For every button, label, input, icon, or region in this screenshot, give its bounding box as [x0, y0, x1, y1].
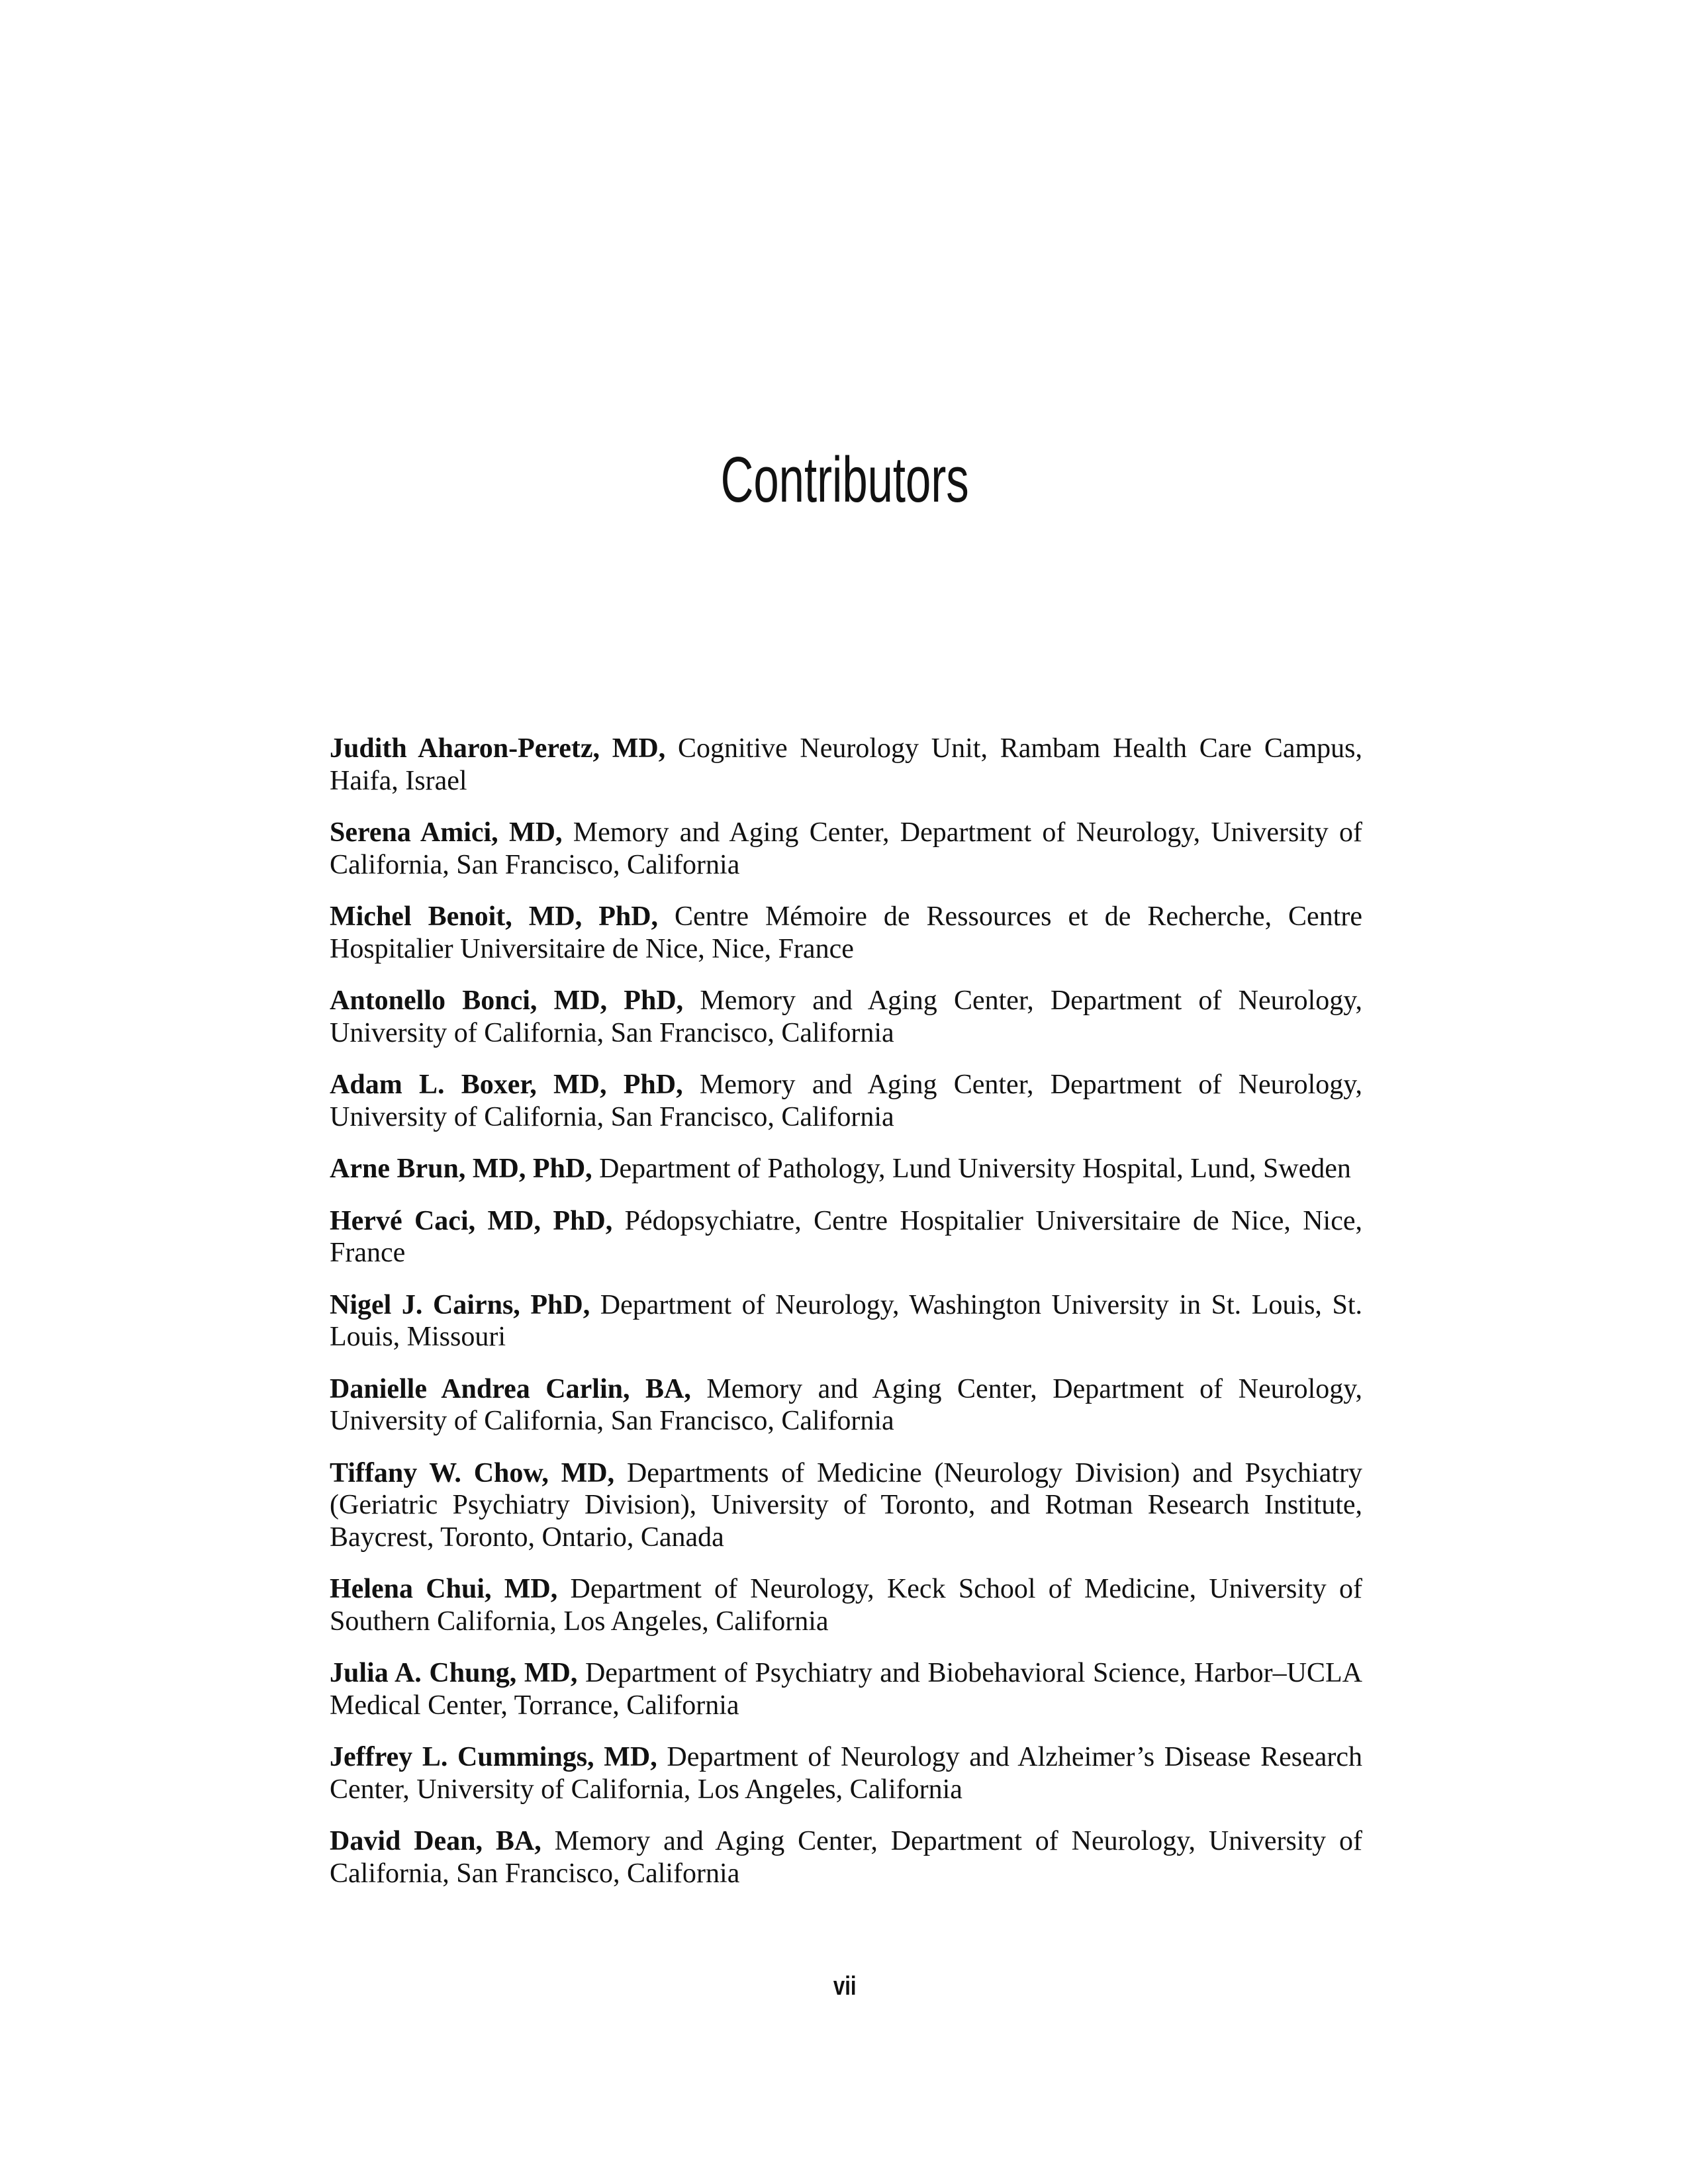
contributor-name: Nigel J. Cairns, PhD, [330, 1289, 590, 1320]
contributor-affiliation: Memory and Aging Center, Department of Neurology, University of California, San Francisco, California [330, 817, 1362, 880]
contributor-entry [330, 1741, 1362, 1805]
contributor-affiliation: Memory and Aging Center, Department of Neurology, University of California, San Francisco, California [330, 985, 1363, 1048]
contributor-name: Arne Brun, MD, PhD, [330, 1154, 592, 1184]
contributor-name: Judith Aharon-Peretz, MD, [330, 733, 666, 764]
contributor-entry [330, 1069, 1362, 1133]
contributor-affiliation: Pédopsychiatre, Centre Hospitalier Universitaire de Nice, Nice, France [330, 1205, 1363, 1268]
contributor-entry [330, 1825, 1362, 1889]
contributor-name: Adam L. Boxer, MD, PhD, [330, 1069, 683, 1100]
contributor-entry [330, 1657, 1362, 1721]
contributor-entry [330, 985, 1362, 1049]
contributor-affiliation: Centre Mémoire de Ressources et de Recherche, Centre Hospitalier Universitaire de Nice, Nice, France [330, 901, 1362, 964]
contributor-affiliation: Department of Neurology and Alzheimer’s Disease Research Center, University of California, Los Angeles, California [330, 1742, 1362, 1805]
contributor-name: Danielle Andrea Carlin, BA, [330, 1373, 691, 1404]
contributor-name: Michel Benoit, MD, PhD, [330, 901, 659, 932]
contributor-name: Antonello Bonci, MD, PhD, [330, 985, 684, 1016]
contributors-list [330, 733, 1362, 1909]
page-title-row [328, 443, 1362, 516]
contributor-entry [330, 901, 1362, 965]
contributor-name: Helena Chui, MD, [330, 1574, 558, 1604]
contributor-entry [330, 817, 1362, 881]
contributor-affiliation: Department of Pathology, Lund University Hospital, Lund, Sweden [599, 1154, 1351, 1184]
contributor-affiliation: Memory and Aging Center, Department of Neurology, University of California, San Francisco, California [330, 1069, 1363, 1132]
contributor-name: David Dean, BA, [330, 1826, 541, 1856]
contributor-name: Tiffany W. Chow, MD, [330, 1457, 615, 1488]
contributor-name: Hervé Caci, MD, PhD, [330, 1205, 613, 1236]
contributor-entry [330, 1457, 1362, 1554]
page-number: vii [833, 1972, 857, 2001]
contributor-entry [330, 1153, 1362, 1185]
contributor-name: Julia A. Chung, MD, [330, 1658, 578, 1688]
contributor-entry [330, 1573, 1362, 1637]
contributor-affiliation: Departments of Medicine (Neurology Division) and Psychiatry (Geriatric Psychiatry Division), University of Toronto, and Rotman Research Institute, Baycrest, Toronto, Ontario, Canada [330, 1457, 1362, 1553]
contributor-affiliation: Cognitive Neurology Unit, Rambam Health Care Campus, Haifa, Israel [330, 733, 1362, 796]
contributor-affiliation: Department of Psychiatry and Biobehavioral Science, Harbor–UCLA Medical Center, Torrance, California [330, 1658, 1363, 1721]
contributor-entry [330, 1289, 1362, 1353]
contributor-affiliation: Department of Neurology, Washington University in St. Louis, St. Louis, Missouri [330, 1289, 1363, 1352]
page-footer [328, 1973, 1362, 1999]
contributor-name: Serena Amici, MD, [330, 817, 563, 848]
contributor-entry [330, 733, 1362, 797]
contributor-affiliation: Memory and Aging Center, Department of Neurology, University of California, San Francisco, California [330, 1826, 1362, 1889]
contributor-entry [330, 1205, 1362, 1269]
page-title: Contributors [720, 443, 969, 516]
contributor-name: Jeffrey L. Cummings, MD, [330, 1742, 657, 1772]
contributor-entry [330, 1373, 1362, 1437]
contributor-affiliation: Memory and Aging Center, Department of Neurology, University of California, San Francisco, California [330, 1373, 1363, 1436]
contributor-affiliation: Department of Neurology, Keck School of Medicine, University of Southern California, Los Angeles, California [330, 1574, 1363, 1637]
